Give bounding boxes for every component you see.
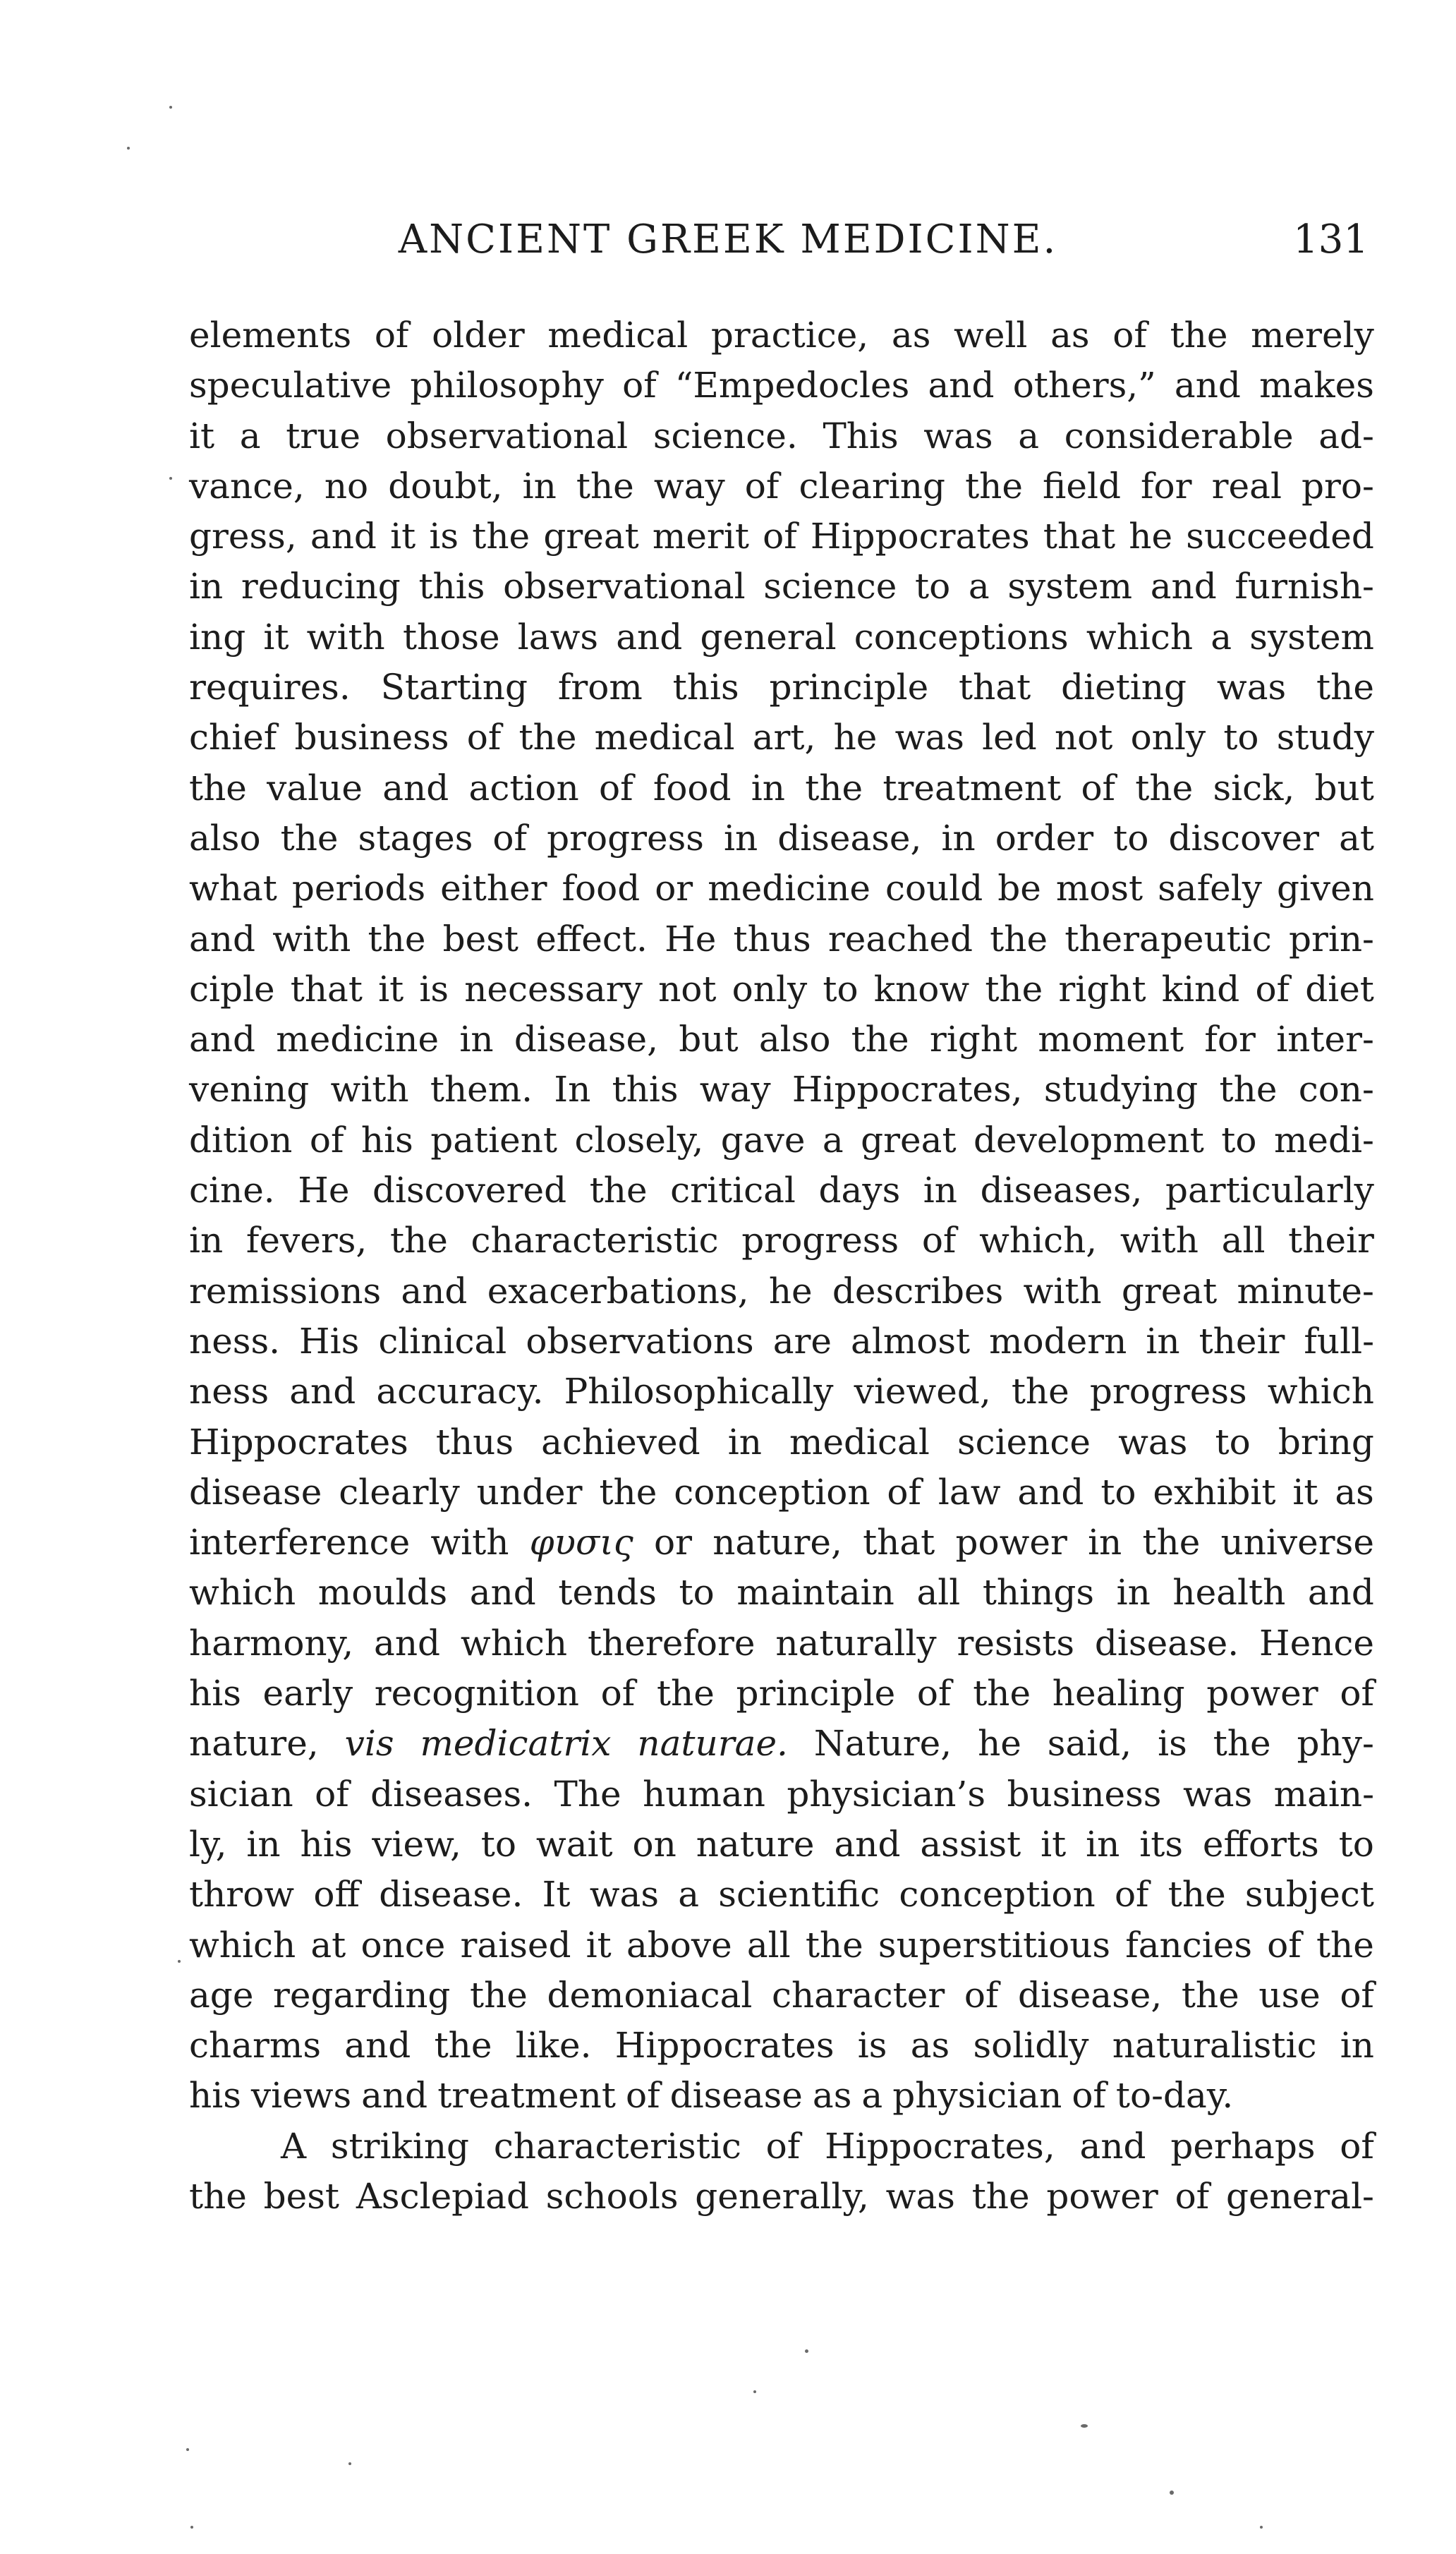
text-line: ciple that it is necessary not only to know the right kind of diet — [189, 968, 1374, 1010]
print-speck — [753, 2390, 756, 2393]
text-line: speculative philosophy of “Empedocles and others,” and makes — [189, 365, 1374, 406]
text-line: the value and action of food in the treatment of the sick, but — [189, 767, 1374, 809]
text-line: and with the best effect. He thus reached the therapeutic prin- — [189, 918, 1374, 960]
text-line: vening with them. In this way Hippocrates, studying the con- — [189, 1069, 1374, 1110]
text-line: charms and the like. Hippocrates is as solidly naturalistic in — [189, 2025, 1374, 2066]
text-line: chief business of the medical art, he was led not only to study — [189, 717, 1374, 758]
text-line: nature, vis medicatrix naturae. Nature, he said, is the phy- — [189, 1723, 1374, 1765]
text-line: Hippocrates thus achieved in medical science was to bring — [189, 1421, 1374, 1463]
text-line: age regarding the demoniacal character of disease, the use of — [189, 1974, 1374, 2016]
running-head — [0, 212, 1456, 268]
print-speck — [805, 2349, 808, 2353]
text-line: vance, no doubt, in the way of clearing the field for real pro- — [189, 465, 1374, 507]
text-line: harmony, and which therefore naturally resists disease. Hence — [189, 1622, 1374, 1664]
running-title: ANCIENT GREEK MEDICINE. — [398, 217, 1058, 262]
text-line: in reducing this observational science to a system and furnish- — [189, 566, 1374, 607]
text-line: the best Asclepiad schools generally, was the power of general- — [189, 2175, 1374, 2217]
text-line: ness and accuracy. Philosophically viewed, the progress which — [189, 1371, 1374, 1412]
text-line: which at once raised it above all the superstitious fancies of the — [189, 1924, 1374, 1966]
text-line: also the stages of progress in disease, in order to discover at — [189, 817, 1374, 859]
text-line: and medicine in disease, but also the right moment for inter- — [189, 1019, 1374, 1060]
text-line: interference with φυσις or nature, that power in the universe — [189, 1522, 1374, 1563]
text-line: requires. Starting from this principle that dieting was the — [189, 667, 1374, 708]
text-line: ly, in his view, to wait on nature and assist it in its efforts to — [189, 1823, 1374, 1865]
text-line: throw off disease. It was a scientific conception of the subject — [189, 1874, 1374, 1916]
print-speck — [1170, 2491, 1174, 2495]
text-line: which moulds and tends to maintain all things in health and — [189, 1572, 1374, 1614]
text-line: ing it with those laws and general conceptions which a system — [189, 616, 1374, 658]
print-speck — [178, 1960, 181, 1963]
print-speck — [169, 477, 172, 480]
print-speck — [169, 106, 172, 109]
text-line: his early recognition of the principle of the healing power of — [189, 1673, 1374, 1714]
text-line: ness. His clinical observations are almost modern in their full- — [189, 1320, 1374, 1362]
print-speck — [190, 2526, 193, 2529]
print-speck — [127, 147, 130, 150]
text-line: his views and treatment of disease as a physician of to-day. — [189, 2075, 1234, 2117]
text-line: gress, and it is the great merit of Hippocrates that he succeeded — [189, 516, 1374, 557]
print-speck — [1081, 2424, 1088, 2428]
print-speck — [1260, 2526, 1263, 2529]
text-line: disease clearly under the conception of law and to exhibit it as — [189, 1471, 1374, 1513]
text-line: A striking characteristic of Hippocrates, and perhaps of — [281, 2125, 1374, 2167]
text-line: sician of diseases. The human physician’s business was main- — [189, 1773, 1374, 1815]
page-number: 131 — [1293, 217, 1369, 262]
text-line: dition of his patient closely, gave a great development to medi- — [189, 1119, 1374, 1161]
body-text — [189, 310, 1374, 2222]
text-line: remissions and exacerbations, he describes with great minute- — [189, 1270, 1374, 1312]
text-line: cine. He discovered the critical days in diseases, particularly — [189, 1170, 1374, 1211]
text-line: what periods either food or medicine could be most safely given — [189, 868, 1374, 909]
print-speck — [186, 2448, 189, 2451]
text-line: in fevers, the characteristic progress of which, with all their — [189, 1220, 1374, 1261]
print-speck — [348, 2462, 351, 2465]
text-line: elements of older medical practice, as well as of the merely — [189, 315, 1374, 356]
text-line: it a true observational science. This was a considerable ad- — [189, 415, 1374, 456]
